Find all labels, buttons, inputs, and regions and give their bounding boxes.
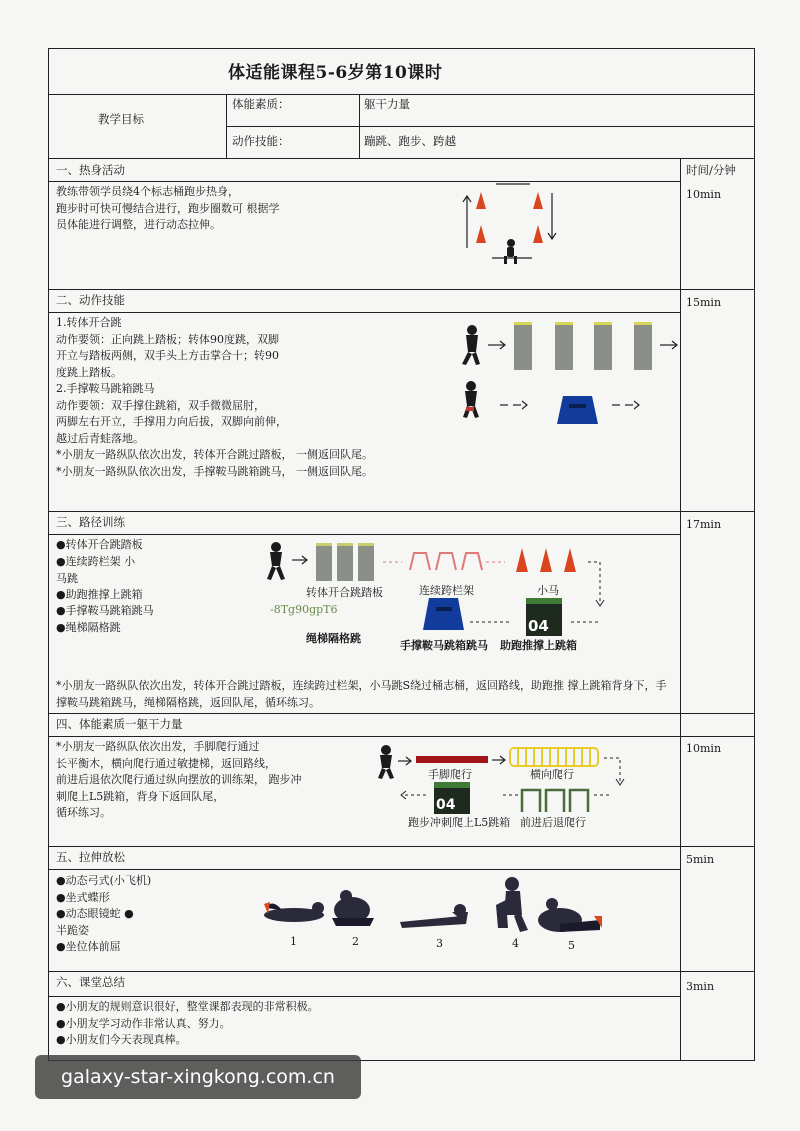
- box-number-l5: 04: [436, 797, 456, 813]
- section-circuit-time: 17min: [686, 518, 722, 531]
- watermark: galaxy-star-xingkong.com.cn: [35, 1055, 361, 1099]
- label-crawl: 手脚爬行: [428, 768, 472, 781]
- label-back-crawl: 前进后退爬行: [520, 816, 586, 829]
- pose-number-4: 4: [512, 937, 519, 950]
- label-vault: 手撑鞍马跳箱跳马: [400, 639, 488, 652]
- stretch-list-3: ●坐位体前屈: [56, 940, 121, 953]
- pose-number-1: 1: [290, 935, 297, 948]
- stretch-list-1: ●坐式蝶形: [56, 891, 110, 904]
- skill-value: 蹦跳、跑步、跨越: [364, 134, 456, 148]
- summary-list-2: ●小朋友们今天表现真棒。: [56, 1033, 187, 1046]
- section-skills-header: 二、动作技能: [56, 293, 125, 307]
- time-header: 时间/分钟: [686, 163, 736, 177]
- section-warmup-time: 10min: [686, 188, 722, 201]
- section-circuit-header: 三、路径训练: [56, 515, 125, 529]
- pose-number-2: 2: [352, 935, 359, 948]
- pose-1: [264, 902, 324, 922]
- box-number: 04: [528, 617, 549, 635]
- section-summary-header: 六、课堂总结: [56, 975, 125, 989]
- pose-3: [400, 904, 468, 928]
- page-title: 体适能课程5-6岁第10课时: [228, 63, 443, 83]
- summary-list-1: ●小朋友学习动作非常认真、努力。: [56, 1017, 231, 1030]
- circuit-list-4: ●绳梯隔格跳: [56, 621, 121, 634]
- label-code: -8Tg90gpT6: [270, 603, 338, 616]
- section-core-text: *小朋友一路纵队依次出发，手脚爬行通过 长平衡木，横向爬行通过敏捷梯，返回路线， 前进后退依次爬行通过纵向摆放的训练架， 跑步冲 刺爬上L5跳箱，背身下返回队尾， 循环练习。: [56, 740, 302, 819]
- fitness-label: 体能素质：: [232, 97, 290, 111]
- label-step-board: 转体开合跳踏板: [306, 586, 383, 599]
- section-warmup-header: 一、热身活动: [56, 163, 125, 177]
- objectives-label: 教学目标: [98, 112, 144, 126]
- section-skills-text: 1.转体开合跳 动作要领：正向跳上踏板；转体90度跳，双脚 开立与踏板两侧，双手头上方击掌合十；转90 度跳上踏板。 2.手撑鞍马跳箱跳马 动作要领：双手撑住跳箱，双手微微屈肘， 两脚左右开立，手撑用力向后拔，双脚向前伸， 越过后青蛙落地。 *小朋友一路纵队依次出发，转体开合跳过踏板， 一侧返回队尾。 *小朋友一路纵队依次出发，手撑鞍马跳箱跳马， 一侧返回队尾。: [56, 316, 373, 478]
- section-stretch-header: 五、拉伸放松: [56, 850, 125, 864]
- fitness-value: 躯干力量: [364, 97, 410, 111]
- circuit-list-3: ●手撑鞍马跳箱跳马: [56, 604, 154, 617]
- label-ladder: 绳梯隔格跳: [306, 632, 361, 645]
- circuit-list-0: ●转体开合跳踏板: [56, 538, 143, 551]
- label-sprint: 跑步冲刺爬上L5跳箱: [408, 816, 511, 829]
- section-warmup-text: 教练带领学员绕4个标志桶跑步热身， 跑步时可快可慢结合进行，跑步圈数可 根据学 员体能进行调整，进行动态拉伸。: [56, 185, 280, 231]
- stretch-list-2: ●动态眼镜蛇 ● 半跪姿: [56, 907, 134, 937]
- stretch-list-0: ●动态弓式(小飞机): [56, 874, 152, 887]
- pose-5: [538, 898, 602, 932]
- label-hurdles: 连续跨栏架: [419, 584, 474, 597]
- circuit-note: *小朋友一路纵队依次出发，转体开合跳过踏板，连续跨过栏架，小马跳S绕过桶志桶，返回路线，助跑推 撑上跳箱背身下，手撑鞍马跳箱跳马，绳梯隔格跳，返回队尾，循环练习。: [56, 679, 667, 709]
- label-pony: 小马: [537, 584, 559, 597]
- circuit-list-1: ●连续跨栏架 小 马跳: [56, 555, 136, 585]
- circuit-list-2: ●助跑推撑上跳箱: [56, 588, 143, 601]
- pose-number-5: 5: [568, 939, 575, 952]
- section-core-header: 四、体能素质一躯干力量: [56, 717, 183, 731]
- section-stretch-time: 5min: [686, 853, 715, 866]
- pose-number-3: 3: [436, 937, 443, 950]
- label-push-box: 助跑推撑上跳箱: [500, 639, 577, 652]
- section-skills-time: 15min: [686, 296, 722, 309]
- section-core-time: 10min: [686, 742, 722, 755]
- summary-list-0: ●小朋友的规则意识很好，整堂课都表现的非常积极。: [56, 1000, 319, 1013]
- pose-2: [332, 890, 374, 926]
- pose-4: [496, 877, 528, 932]
- skill-label: 动作技能：: [232, 134, 290, 148]
- label-side-crawl: 横向爬行: [530, 768, 574, 781]
- section-summary-time: 3min: [686, 980, 715, 993]
